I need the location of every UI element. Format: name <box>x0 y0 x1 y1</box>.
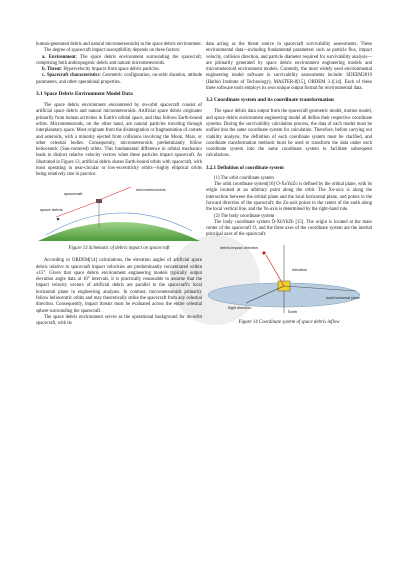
label-spacecraft: spacecraft <box>64 190 83 196</box>
figure-caption: Figure 14 Coordinate system of space debris inflow <box>238 320 340 326</box>
label-impact-direction: debris impact direction <box>220 245 258 250</box>
paragraph: The space debris data output from the spacecraft geometric model, motion model, and space debris environment engineering model all define their respective coordinate systems. During the survivability calculation process, the data of each model must be unified into the same coordinate system for calculation. Therefore, before carrying out viability analysis, the definition of each coordinate system must be clarified, and coordinate transformation methods must be used to transform the data under each coordinate system into the same coordinate system to facilitate subsequent calculations. <box>206 109 372 159</box>
paragraph: (2) The body coordinate system <box>214 213 275 219</box>
right-column <box>206 42 372 332</box>
paragraph: The space debris environment encountered by on-orbit spacecraft consist of artificial space debris and natural micrometeoroids. Artificial space debris originates primarily from human activities in Earth's orbital space, and thus follows Earth-bound orbits. Micrometeoroids, on the other hand, are natural particles traveling through interplanetary space. Most originate from the disintegration or fragmentation of comets and asteroids, with a minority ejected from collisions involving the Moon, Mars, or other celestial bodies. Consequently, micrometeoroids predominantly follow heliocentric (Sun-centered) orbits. This fundamental difference in orbital mechanics leads to distinct relative velocity vectors when these particles impact spacecraft. As illustrated in Figure 13, artificial debris shares Earth-bound orbits with spacecraft, with most operating in near-circular or low-eccentricity orbits—highly elliptical orbits being relatively rare in practice. <box>36 103 202 178</box>
arrow-icon <box>266 255 284 286</box>
debris-particle-icon <box>262 251 265 254</box>
list-item-spacecraft: c. Spacecraft characteristics: Geometric configuration, on-orbit duration, attitude parameters, and other operational properties. <box>36 73 202 85</box>
paragraph: The space debris environment serves as the operational background for on-orbit spacecraft, with its <box>36 314 202 327</box>
earth-surface <box>38 222 200 241</box>
arrow-icon <box>99 187 131 200</box>
debris-impact-diagram <box>36 183 202 241</box>
label-micrometeoroids: micrometeoroids <box>136 186 166 192</box>
left-column <box>36 42 202 328</box>
label-space-debris: space debris <box>40 206 63 212</box>
paragraph: According to ORDEM[14] calculations, the elevation angles of artificial space debris relative to spacecraft impact velocities are predominantly concentrated within ±15°. Given that space debris environment engineering models typically output elevation angle data at 10° intervals, it is practically reasonable to assume that the impact velocity vectors of artificial debris are parallel to the spacecraft's local horizontal plane in engineering analyses. In contrast, micrometeoroids primarily follow heliocentric orbits and may theoretically strike the spacecraft from any celestial direction. Consequently, impact threats must be evaluated across the entire celestial sphere surrounding the spacecraft. <box>36 258 202 314</box>
paragraph: The degree of spacecraft impact susceptibility depends on three factors: <box>44 48 181 54</box>
paragraph: (1) The orbit coordinate system <box>214 175 274 181</box>
paragraph: The body coordinate system O-XbYbZb [15]. The origin is located at the mass center of the spacecraft O, and the three axes of the coordinate system are the inertial principal axes of the spacecraft. <box>206 219 372 238</box>
subsection-heading: 3.2.1 Definition of coordinate system <box>206 165 284 171</box>
paragraph: The orbit coordinate system[16] O-XoYoZo is defined by the orbital plane, with its origin located at an arbitrary point along the orbit. The Xo-axis is along the intersection between the orbital plane and the local horizontal plane, and points to the forward direction of the spacecraft; the Zo-axis points to the center of the earth along the local vertical line, and the Yo-axis is determined by the right-hand rule. <box>206 182 372 213</box>
label-earth: Earth <box>288 309 298 314</box>
list-item-threat: b. Threat: Hypervelocity impacts from space debris particles. <box>42 67 160 73</box>
debris-particle-icon <box>57 217 60 220</box>
figure-14 <box>206 243 372 318</box>
coordinate-system-diagram <box>206 243 372 315</box>
figure-caption: Figure 13 Schematic of debris impact on spacecraft <box>68 245 170 251</box>
label-horizontal-plane: local horizontal plane <box>326 295 360 300</box>
label-elevation: elevation <box>292 267 308 272</box>
paragraph: human-generated debris and natural micrometeoroids) in the space debris environment. <box>36 42 202 47</box>
section-heading: 3.1 Space Debris Environment Model Data <box>36 91 133 98</box>
paragraph: data acting as the threat source in spacecraft survivability assessments. These environmental data—including fundamental parameters such as particle flux, impact velocity, collision direction, and particle diameter required for survivability analysis—are primarily generated by space debris environment engineering models and micrometeoroid environment models. Currently, the most widely used environmental engineering model software in survivability assessments include: SDEEM2019 (Harbin Institute of Technology), MASTER-8[15], ORDEM 3.1[14]. Each of these three software tools employs its own unique output format for environmental data. <box>206 42 372 92</box>
list-item-environment: a. Environment: The space debris environment surrounding the spacecraft, comprising both anthropogenic debris and natural micrometeoroids. <box>36 54 202 66</box>
figure-13 <box>36 183 202 244</box>
section-heading: 3.2 Coordinate system and its coordinate transformation <box>206 97 334 104</box>
label-flight-direction: flight direction <box>228 305 252 310</box>
